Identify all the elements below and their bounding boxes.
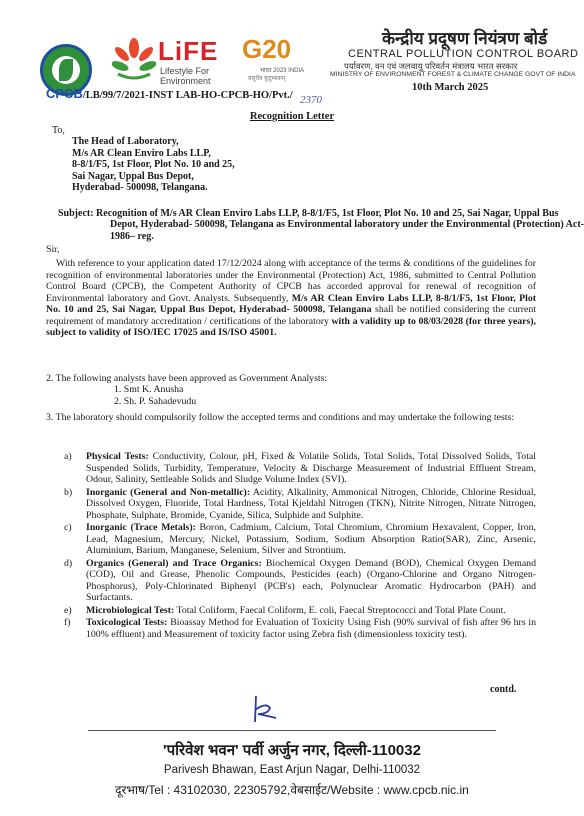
test-text: Total Coliform, Faecal Coliform, E. coli, Faecal Streptococci and Total Plate Count. <box>174 604 506 616</box>
address-line: Sai Nagar, Uppal Bus Depot, <box>72 170 194 182</box>
paragraph-2: 2. The following analysts have been approved as Government Analysts: <box>46 373 328 384</box>
test-label: c) <box>64 522 72 533</box>
life-logo-text: LiFE <box>158 36 219 66</box>
address-line: M/s AR Clean Enviro Labs LLP, <box>72 147 211 159</box>
test-heading: Inorganic (General and Non-metallic): <box>86 486 251 498</box>
para1-validity: with a validity up to 08/03/2028 (for three years), subject to validity of ISO/IEC 17025 and IS/ISO 45001. <box>46 315 537 338</box>
test-label: e) <box>64 604 72 616</box>
footer-contact: दूरभाष/Tel : 43102030, 22305792,वेबसाईट/Website : www.cpcb.nic.in <box>115 783 469 797</box>
continued-marker: contd. <box>490 684 517 695</box>
life-flower-icon <box>112 38 156 82</box>
test-item <box>64 522 536 557</box>
test-heading: Toxicological Tests: <box>86 617 168 628</box>
life-logo-subtitle <box>160 66 211 86</box>
subject-line: Subject: Recognition of M/s AR Clean Enviro Labs LLP, 8-8/1/F5, 1st Floor, Plot No. 10 and 25, Sai Nagar, Uppal Bus Depot, Hyderabad- 500098, Telangana as Environmental laboratory under the Environmental (Protection) Act- 1986– reg. <box>58 208 584 242</box>
para1-lab-name: M/s AR Clean Enviro Labs LLP, 8-8/1/F5, 1st Floor, Plot No. 10 and 25, Sai Nagar, Uppal Bus Depot, Hyderabad- 500098, Telangana <box>46 292 536 315</box>
footer-address-english: Parivesh Bhawan, East Arjun Nagar, Delhi-110032 <box>163 764 421 776</box>
analyst-list <box>114 384 196 407</box>
test-heading: Inorganic (Trace Metals): <box>86 522 196 533</box>
analyst-item: 2. Sh. P. Sahadevudu <box>114 395 197 407</box>
g20-subtitle: भारत 2023 INDIA <box>259 68 305 74</box>
test-heading: Microbiological Test: <box>86 604 175 616</box>
recipient-address <box>52 125 235 193</box>
to-label: To, <box>52 125 65 136</box>
para1-text: With reference to your application dated 17/12/2024 along with acceptance of the terms & conditions of the guidelines for recognition of environmental laboratories under the Environmental (Protection) Act, 1986, submitted to Central Pollution Control Board (CPCB), the Competent Authority of CPCB has accorded approval for renewal of recognition of Environmental laboratory and Govt. Analysts. Subsequently, <box>46 258 536 304</box>
paragraph-3: 3. The laboratory should compulsorily follow the accepted terms and conditions and may undertake the following tests: <box>46 412 515 423</box>
ministry-hindi: पर्यावरण, वन एवं जलवायु परिवर्तन मंत्रालय भारत सरकार <box>344 61 518 71</box>
test-text: Conductivity, Colour, pH, Fixed & Volatile Solids, Total Solids, Total Dissolved Solids, Total Suspended Solids, Turbidity, Temperature, Velocity & Discharge Measurement of Industrial Effluent Stream, Odour, Salinity, Settleable Solids and Sludge Volume Index (SVI). <box>86 451 536 485</box>
test-label: a) <box>64 451 72 462</box>
test-label: d) <box>64 557 73 569</box>
test-list <box>64 451 536 641</box>
test-item <box>64 617 536 640</box>
analyst-item: 1. Smt K. Anusha <box>114 384 184 395</box>
g20-motto: वसुधैव कुटुम्बकम् <box>248 76 286 82</box>
address-line: Hyderabad- 500098, Telangana. <box>72 182 208 194</box>
test-item <box>64 558 536 604</box>
test-text: Boron, Cadmium, Calcium, Total Chromium, Chromium Hexavalent, Copper, Iron, Lead, Magnesium, Mercury, Nickel, Potassium, Sodium, Sodium Absorption Ratio(SAR), Zinc, Arsenic, Aluminium, Barium, Manganese, Selenium, Silver and Strontium. <box>86 522 536 556</box>
leaf-icon <box>59 59 73 81</box>
test-item <box>64 487 536 522</box>
address-line: The Head of Laboratory, <box>72 136 179 148</box>
test-heading: Physical Tests: <box>86 451 149 462</box>
test-item <box>64 605 536 617</box>
test-text: Bioassay Method for Evaluation of Toxicity Using Fish (90% survival of fish after 96 hrs in 100% effluent) and Measurement of toxicity factor using Zebra fish (dimensionless toxicity test). <box>86 617 536 640</box>
life-sub-line-2: Environment <box>160 76 211 86</box>
salutation: Sir, <box>46 244 60 255</box>
test-item <box>64 451 536 486</box>
test-text: Biochemical Oxygen Demand (BOD), Chemical Oxygen Demand (COD), Oil and Grease, Phenolic Compounds, Pesticides (each) (Organo-Chlorine and Organo Nitrogen-Phosphorus), Poly-Chlorinated Biphenyl (PCB's) each, Polynuclear Aromatic Hydrocarbon (PAH) and Surfactants. <box>86 557 536 603</box>
reference-number <box>46 86 293 101</box>
test-label: f) <box>64 617 71 628</box>
g20-logo: G20 <box>242 34 292 64</box>
ref-text: /LB/99/7/2021-INST LAB-HO-CPCB-HO/Pvt./ <box>82 90 293 101</box>
handwritten-number: 2370 <box>300 94 322 106</box>
test-label: b) <box>64 486 73 498</box>
paragraph-1 <box>46 258 536 339</box>
test-heading: Organics (General) and Trace Organics: <box>86 557 262 569</box>
para1-text-2: shall be notified considering the current requirement of mandatory accreditation / certifications of the laboratory <box>46 304 536 327</box>
test-text: Acidity, Alkalinity, Ammonical Nitrogen, Chloride, Chlorine Residual, Dissolved Oxygen, Fluoride, Total Hardness, Total Kjeldahl Nitrogen (TKN), Nitrite Nitrogen, Nitrate Nitrogen, Phosphate, Sulphate, Bromide, Cyanide, Silica, Sulphide and Sulphite. <box>86 486 536 521</box>
page-title: Recognition Letter <box>249 111 335 122</box>
footer-address-hindi: 'परिवेश भवन' पर्वी अर्जुन नगर, दिल्ली-110032 <box>163 742 421 759</box>
ref-prefix: CPCB <box>46 86 83 101</box>
address-line: 8-8/1/F5, 1st Floor, Plot No. 10 and 25, <box>72 159 235 171</box>
life-sub-line-1: Lifestyle For <box>160 66 210 76</box>
ministry-english: MINISTRY OF ENVIRONMENT FOREST & CLIMATE CHANGE GOVT OF INDIA <box>330 71 576 78</box>
letter-date: 10th March 2025 <box>412 82 489 93</box>
footer-divider <box>88 730 496 731</box>
org-name-hindi: केन्द्रीय प्रदूषण नियंत्रण बोर्ड <box>382 29 548 48</box>
org-name-english: CENTRAL POLLUTION CONTROL BOARD <box>348 48 579 60</box>
signature-icon <box>246 694 282 726</box>
